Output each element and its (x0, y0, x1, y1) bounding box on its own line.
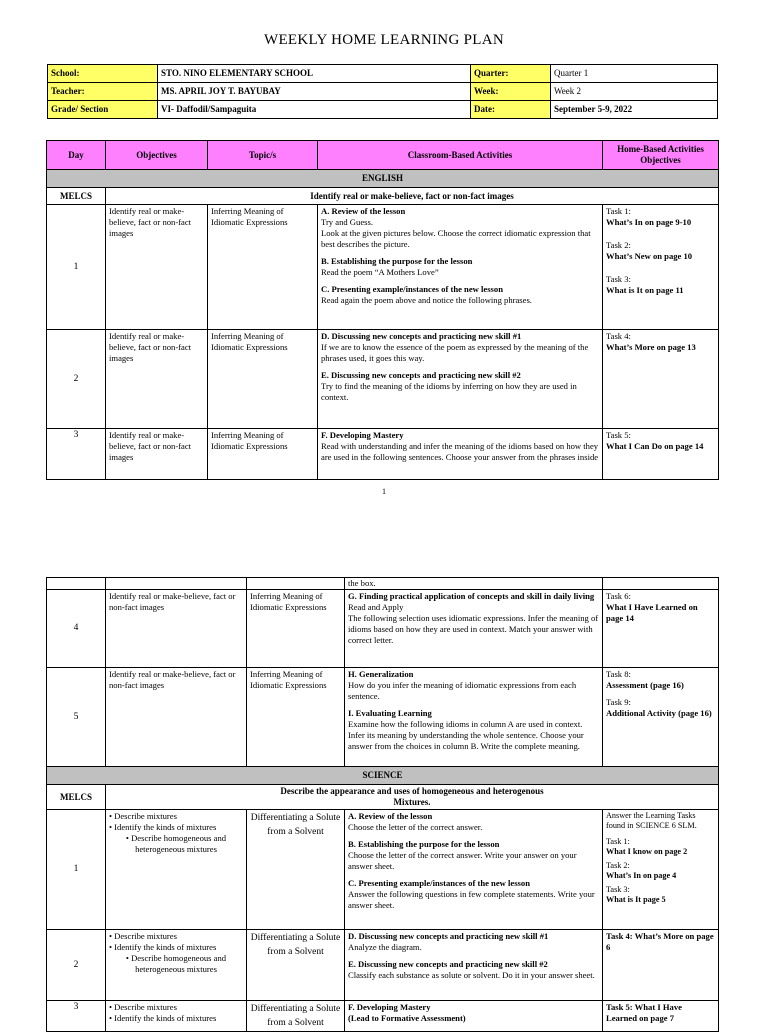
task-label: Task 2: (606, 240, 631, 250)
table-row (47, 578, 719, 590)
home-activities (603, 429, 719, 480)
table-row (47, 668, 719, 767)
grade-label: Grade/ Section (48, 101, 158, 119)
activity-heading: E. Discussing new concepts and practicing new skill #2 (348, 959, 548, 969)
english-melcs-label: MELCS (47, 188, 106, 205)
classroom-activities (345, 590, 603, 668)
date-value: September 5-9, 2022 (551, 101, 718, 119)
quarter-value: Quarter 1 (551, 65, 718, 83)
home-activities (603, 205, 719, 330)
activity-text: Try and Guess. Look at the given pictures below. Choose the correct idiomatic expression that best describes the picture. (321, 217, 591, 249)
activity-heading: D. Discussing new concepts and practicing new skill #1 (321, 331, 522, 341)
topic-text: Differentiating a Solute from a Solvent (250, 933, 341, 957)
table-row (47, 1001, 719, 1032)
objective (106, 1001, 247, 1032)
science-melcs (106, 785, 719, 810)
activity-text: Read the poem “A Mothers Love” (321, 267, 439, 277)
task-title: What is It on page 11 (606, 285, 684, 295)
activity-heading: C. Presenting example/instances of the new lesson (321, 284, 503, 294)
task-title: Assessment (page 16) (606, 680, 684, 690)
activity-text: If we are to know the essence of the poem as expressed by the meaning of the phrases used, it goes this way. (321, 342, 589, 363)
activity-heading: B. Establishing the purpose for the lesson (348, 839, 500, 849)
task-label: Task 1: (606, 206, 631, 216)
activity-text: Choose the letter of the correct answer. Write your answer on your answer sheet. (348, 850, 577, 871)
header-info-table (47, 64, 718, 119)
task-title: What is It page 5 (606, 895, 666, 904)
objective-item: • Identify the kinds of mixtures (109, 942, 217, 952)
classroom-activities (345, 668, 603, 767)
school-label: School: (48, 65, 158, 83)
week-label: Week: (471, 83, 551, 101)
day-number: 2 (47, 330, 106, 429)
day-number: 4 (47, 590, 106, 668)
objective: Identify real or make-believe, fact or non-fact images (106, 330, 208, 429)
activity-heading: H. Generalization (348, 669, 414, 679)
objective: Identify real or make-believe, fact or non-fact images (106, 429, 208, 480)
science-section-label: SCIENCE (47, 767, 719, 785)
topic (247, 930, 345, 1001)
quarter-label: Quarter: (471, 65, 551, 83)
objective: Identify real or make-believe, fact or non-fact images (106, 590, 247, 668)
english-section-label: ENGLISH (47, 170, 719, 188)
task-label: Task 5: (606, 430, 631, 440)
objective-item: • Describe mixtures (109, 931, 177, 941)
col-topics: Topic/s (208, 141, 318, 170)
objective-item: • Describe homogeneous and heterogeneous mixtures (125, 953, 227, 974)
topic-text: Differentiating a Solute from a Solvent (250, 1004, 341, 1028)
activity-text: Read again the poem above and notice the following phrases. (321, 295, 532, 305)
home-activities (603, 810, 719, 930)
activity-heading: E. Discussing new concepts and practicing new skill #2 (321, 370, 521, 380)
activity-heading: A. Review of the lesson (321, 206, 406, 216)
classroom-activities (318, 330, 603, 429)
activity-text: Read and Apply The following selection uses idiomatic expressions. Infer the meaning of idioms based on how they are used in context. Match your answer with correct letter. (348, 602, 599, 645)
objective-item: • Describe homogeneous and heterogeneous mixtures (125, 833, 227, 854)
table-row (47, 205, 719, 330)
task-label: Task 9: (606, 697, 631, 707)
activity-text: Examine how the following idioms in column A are used in context. Infer its meaning by understanding the whole sentence. Choose your answer from the choices in column B. Write the complete meaning. (348, 719, 584, 751)
activity-text: Answer the following questions in few complete statements. Write your answer sheet. (348, 889, 595, 910)
objective-item: • Identify the kinds of mixtures (109, 822, 217, 832)
classroom-activities (345, 930, 603, 1001)
activity-heading: I. Evaluating Learning (348, 708, 432, 718)
grade-value: VI- Daffodil/Sampaguita (158, 101, 471, 119)
col-day: Day (47, 141, 106, 170)
col-classroom: Classroom-Based Activities (318, 141, 603, 170)
task-title: Task 5: What I Have Learned on page 7 (606, 1002, 682, 1023)
english-plan-table (46, 140, 719, 480)
teacher-label: Teacher: (48, 83, 158, 101)
activity-heading: A. Review of the lesson (348, 811, 433, 821)
task-label: Task 1: (606, 837, 630, 846)
col-objectives: Objectives (106, 141, 208, 170)
task-label: Task 6: (606, 591, 631, 601)
activity-text: How do you infer the meaning of idiomatic expressions from each sentence. (348, 680, 577, 701)
task-title: What’s More on page 13 (606, 342, 696, 352)
activity-text: Choose the letter of the correct answer. (348, 822, 483, 832)
page-title: WEEKLY HOME LEARNING PLAN (264, 32, 504, 48)
continued-plan-table (46, 577, 719, 1032)
teacher-value: MS. APRIL JOY T. BAYUBAY (158, 83, 471, 101)
task-title: What’s In on page 9-10 (606, 217, 692, 227)
activity-heading: F. Developing Mastery (321, 430, 404, 440)
day-number: 3 (47, 429, 106, 480)
home-activities (603, 590, 719, 668)
task-title: What’s New on page 10 (606, 251, 693, 261)
topic: Inferring Meaning of Idiomatic Expressions (208, 429, 318, 480)
science-melcs-label: MELCS (47, 785, 106, 810)
activity-text: Try to find the meaning of the idioms by inferring on how they are used in context. (321, 381, 577, 402)
activity-heading: F. Developing Mastery (348, 1002, 431, 1012)
task-label: Task 8: (606, 669, 631, 679)
activity-heading: D. Discussing new concepts and practicing new skill #1 (348, 931, 549, 941)
classroom-activities (318, 429, 603, 480)
objective (106, 810, 247, 930)
objective (106, 930, 247, 1001)
topic: Inferring Meaning of Idiomatic Expressions (208, 205, 318, 330)
school-value: STO. NINO ELEMENTARY SCHOOL (158, 65, 471, 83)
activity-heading: (Lead to Formative Assessment) (348, 1013, 466, 1023)
home-activities (603, 668, 719, 767)
activity-text: Read with understanding and infer the meaning of the idioms based on how they are used in the following sentences. Choose your answer from the phrases inside (321, 441, 599, 462)
task-title: What I Have Learned on page 14 (606, 602, 698, 623)
objective-item: • Describe mixtures (109, 1002, 177, 1012)
day-number: 3 (47, 1001, 106, 1032)
task-label: Task 4: (606, 331, 631, 341)
task-label: Task 3: (606, 885, 630, 894)
page-number: 1 (382, 487, 386, 496)
objective-item: • Describe mixtures (109, 811, 177, 821)
objective: Identify real or make-believe, fact or non-fact images (106, 205, 208, 330)
home-activities (603, 1001, 719, 1032)
week-value: Week 2 (551, 83, 718, 101)
topic-text: Differentiating a Solute from a Solvent (250, 813, 341, 837)
activity-heading: G. Finding practical application of concepts and skill in daily living (348, 591, 595, 601)
day-number: 1 (47, 810, 106, 930)
task-title: Additional Activity (page 16) (606, 708, 712, 718)
activity-continued: the box. (345, 578, 603, 590)
home-intro: Answer the Learning Tasks found in SCIENCE 6 SLM. (606, 811, 697, 830)
day-number: 1 (47, 205, 106, 330)
topic: Inferring Meaning of Idiomatic Expressions (208, 330, 318, 429)
activity-heading: C. Presenting example/instances of the new lesson (348, 878, 530, 888)
task-title: What I know on page 2 (606, 847, 688, 856)
topic (247, 810, 345, 930)
topic: Inferring Meaning of Idiomatic Expressions (247, 668, 345, 767)
classroom-activities (318, 205, 603, 330)
table-row (47, 429, 719, 480)
topic (247, 1001, 345, 1032)
col-home: Home-Based Activities Objectives (603, 141, 719, 170)
home-activities (603, 930, 719, 1001)
english-melcs: Identify real or make-believe, fact or non-fact images (106, 188, 719, 205)
science-melcs-text: Describe the appearance and uses of homogeneous and heterogenous Mixtures. (280, 786, 544, 807)
activity-text: Classify each substance as solute or solvent. Do it in your answer sheet. (348, 970, 595, 980)
table-row (47, 930, 719, 1001)
task-title: Task 4: What’s More on page 6 (606, 931, 714, 952)
day-number: 5 (47, 668, 106, 767)
classroom-activities (345, 810, 603, 930)
table-row (47, 590, 719, 668)
topic: Inferring Meaning of Idiomatic Expressions (247, 590, 345, 668)
task-title: What’s In on page 4 (606, 871, 677, 880)
activity-text: Analyze the diagram. (348, 942, 422, 952)
date-label: Date: (471, 101, 551, 119)
objective: Identify real or make-believe, fact or non-fact images (106, 668, 247, 767)
objective-item: • Identify the kinds of mixtures (109, 1013, 217, 1023)
classroom-activities (345, 1001, 603, 1032)
day-number: 2 (47, 930, 106, 1001)
task-label: Task 2: (606, 861, 630, 870)
task-title: What I Can Do on page 14 (606, 441, 704, 451)
table-row (47, 810, 719, 930)
activity-heading: B. Establishing the purpose for the lesson (321, 256, 473, 266)
table-row (47, 330, 719, 429)
task-label: Task 3: (606, 274, 631, 284)
home-activities (603, 330, 719, 429)
